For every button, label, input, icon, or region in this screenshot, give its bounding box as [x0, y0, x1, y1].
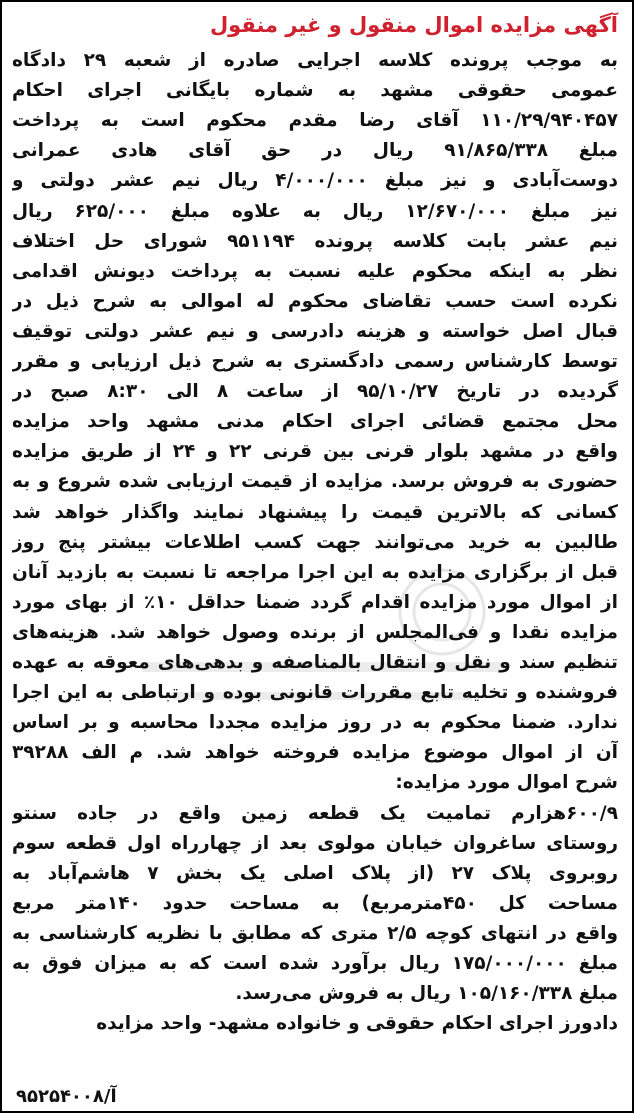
body-line: طالبین به خرید می‌توانند جهت کسب اطلاعات بیشتر پنج روز [12, 531, 618, 553]
body-line: قبل از برگزاری مزایده به این اجرا مراجعه تا نسبت به بازدید آنان [12, 561, 618, 583]
body-line: مساحت کل ۴۵۰مترمربع) به مساحت حدود ۱۴۰متر مربع [12, 892, 618, 914]
section-heading: شرح اموال مورد مزایده: [395, 772, 618, 794]
body-line: ۱۱۰/۲۹/۹۴۰۴۵۷ آقای رضا مقدم محکوم است به پرداخت [12, 110, 618, 132]
body-line: نظر به اینکه محکوم علیه نسبت به پرداخت دیونش اقدامی [12, 260, 618, 282]
body-line: مبلغ ۱۰۵/۱۶۰/۳۳۸ ریال به فروش می‌رسد. [235, 983, 618, 1005]
body-line: محل مجتمع قضائی اجرای احکام مدنی مشهد واحد مزایده [12, 411, 618, 433]
body-line: نکرده است حسب تقاضای محکوم له اموالی به شرح ذیل در [12, 290, 618, 312]
body-line: نیز مبلغ ۱۲/۶۷۰/۰۰۰ ریال به علاوه مبلغ ۶۲۵/۰۰۰ ریال [12, 200, 618, 222]
body-line: روستای ساغروان خیابان مولوی بعد از چهارراه اول قطعه سوم [12, 832, 618, 854]
body-line: فروشنده و تخلیه تابع مقررات قانونی بوده و ارتباطی به این اجرا [12, 682, 618, 704]
body-line: مبلغ ۱۷۵/۰۰۰/۰۰۰ ریال برآورد شده است که به میزان فوق به [12, 953, 618, 974]
notice-title: آگهی مزایده اموال منقول و غیر منقول [209, 13, 618, 37]
body-line: مبلغ ۹۱/۸۶۵/۳۳۸ ریال در حق آقای هادی عمرانی [12, 140, 618, 162]
body-line: واقع در مشهد بلوار قرنی بین قرنی ۲۲ و ۲۴ از طریق مزایده [12, 441, 618, 463]
document-code: آ/۹۵۲۵۴۰۰۸ [16, 1086, 117, 1107]
body-line: روبروی پلاک ۲۷ (از پلاک اصلی یک بخش ۷ هاشم‌آباد به [12, 862, 618, 884]
body-line: دوست‌آبادی و نیز مبلغ ۴/۰۰۰/۰۰۰ ریال نیم عشر دولتی و [12, 170, 618, 192]
body-line: کسانی که بالاترین قیمت را پیشنهاد نمایند واگذار خواهد شد [12, 501, 618, 523]
body-line: به موجب پرونده کلاسه اجرایی صادره از شعبه ۲۹ دادگاه [12, 50, 618, 71]
body-line: واقع در انتهای کوچه ۲/۵ متری که مطابق با نظریه کارشناسی به [12, 922, 618, 944]
body-line: قبال اصل خواسته و هزینه دادرسی و نیم عشر دولتی توقیف [12, 320, 618, 342]
body-line: ندارد. ضمنا محکوم به در روز مزایده مجددا محاسبه و بر اساس [12, 712, 618, 734]
body-line: آن از اموال موضوع مزایده فروخته خواهد شد. م الف ۳۹۲۸۸ [12, 742, 618, 764]
signature-line: دادورز اجرای احکام حقوقی و خانواده مشهد- واحد مزایده [96, 1013, 618, 1035]
body-line: نیم عشر بابت کلاسه پرونده ۹۵۱۱۹۴ شورای حل اختلاف [12, 230, 618, 252]
body-line: حضوری به فروش برسد. مزایده از قیمت ارزیابی شده شروع و به [12, 471, 618, 493]
body-line: عمومی حقوقی مشهد به شماره بایگانی اجرای احکام [12, 80, 618, 102]
body-line: تنظیم سند و نقل و انتقال بالمناصفه و بدهی‌های معوقه به عهده [12, 652, 618, 673]
body-line: ۶۰۰/۹هزارم تمامیت یک قطعه زمین واقع در جاده سنتو [12, 802, 618, 824]
body-line: از اموال مورد مزایده اقدام گردد ضمنا حداقل ۱۰٪ از بهای مورد [12, 591, 618, 613]
body-line: توسط کارشناس رسمی دادگستری به شرح ذیل ارزیابی و مقرر [12, 351, 618, 372]
body-line: گردیده در تاریخ ۹۵/۱۰/۲۷ از ساعت ۸ الی ۸:۳۰ صبح در [12, 381, 618, 403]
body-line: مزایده نقدا و فی‌المجلس از برنده وصول خواهد شد. هزینه‌های [12, 621, 618, 643]
